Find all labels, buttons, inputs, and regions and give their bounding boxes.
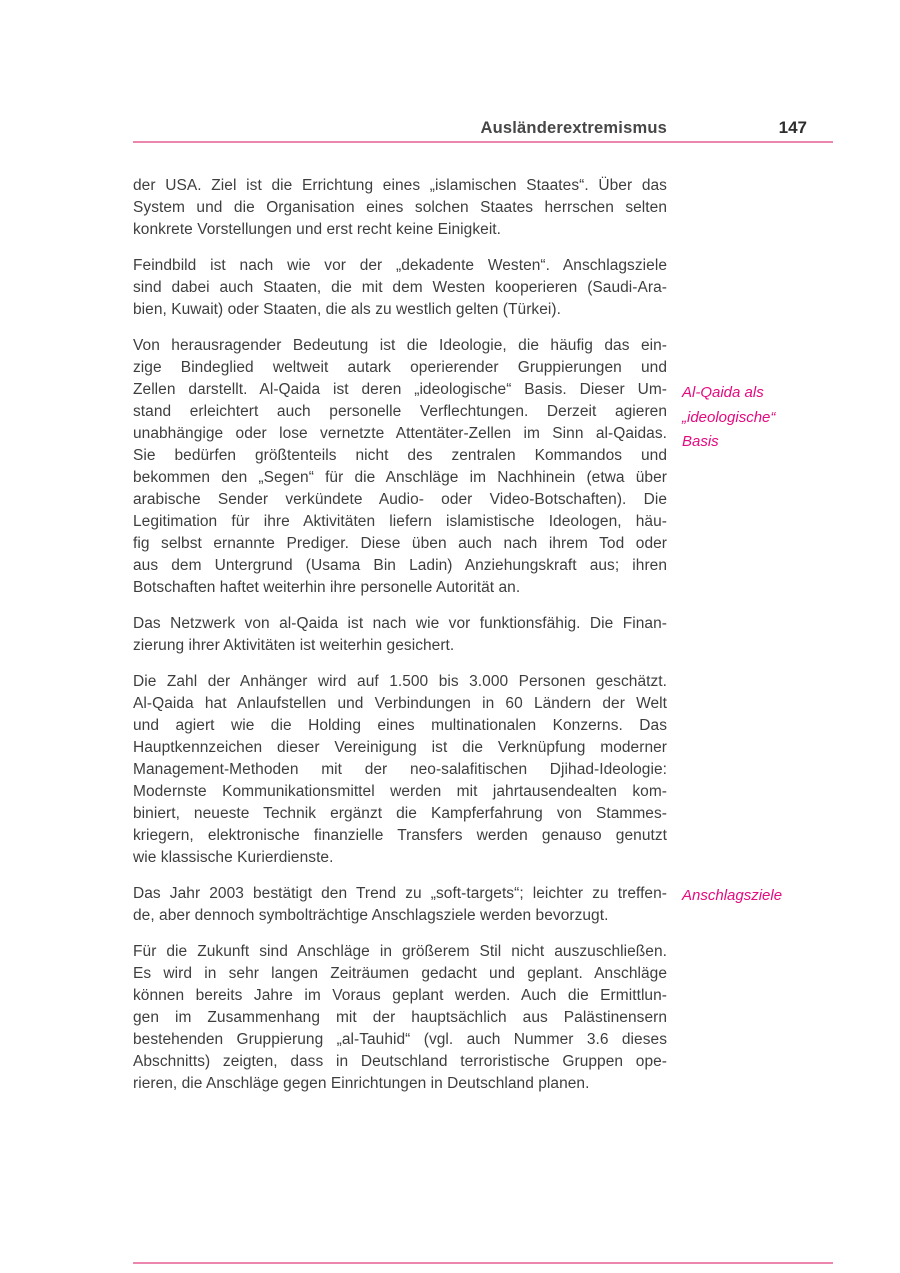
paragraph-1	[133, 175, 667, 241]
body-text-line: der USA. Ziel ist die Errichtung eines „islamischen Staates“. Über das	[133, 177, 667, 194]
margin-note-line: Anschlagsziele	[682, 887, 783, 904]
margin-note-2	[682, 884, 852, 909]
body-text-line: biniert, neueste Technik ergänzt die Kampferfahrung von Stammes-	[133, 805, 667, 822]
body-text-line: System und die Organisation eines solchen Staates herrschen selten	[133, 199, 667, 216]
body-text-line: sind dabei auch Staaten, die mit dem Westen kooperieren (Saudi-Ara-	[133, 279, 667, 296]
body-text-column	[133, 175, 667, 1109]
body-text-line: unabhängige oder lose vernetzte Attentäter-Zellen im Sinn al-Qaidas.	[133, 425, 667, 442]
body-text-line: rieren, die Anschläge gegen Einrichtungen in Deutschland planen.	[133, 1075, 590, 1092]
paragraph-4	[133, 613, 667, 657]
body-text-line: und agiert wie die Holding eines multinationalen Konzerns. Das	[133, 717, 667, 734]
body-text-line: kriegern, elektronische finanzielle Transfers werden genauso genutzt	[133, 827, 667, 844]
margin-note-1	[682, 381, 852, 455]
body-text-line: Abschnitts) zeigten, dass in Deutschland terroristische Gruppen ope-	[133, 1053, 667, 1070]
body-text-line: zierung ihrer Aktivitäten ist weiterhin gesichert.	[133, 637, 455, 654]
body-text-line: Management-Methoden mit der neo-salafitischen Djihad-Ideologie:	[133, 761, 667, 778]
body-text-line: Modernste Kommunikationsmittel werden mit jahrtausendealten kom-	[133, 783, 667, 800]
margin-note-line: Basis	[682, 433, 719, 450]
body-text-line: fig selbst ernannte Prediger. Diese üben auch nach ihrem Tod oder	[133, 535, 667, 552]
paragraph-7	[133, 941, 667, 1095]
header-rule	[133, 141, 833, 143]
body-text-line: Die Zahl der Anhänger wird auf 1.500 bis 3.000 Personen geschätzt.	[133, 673, 667, 690]
body-text-line: Das Netzwerk von al-Qaida ist nach wie vor funktionsfähig. Die Finan-	[133, 615, 667, 632]
body-text-line: können bereits Jahre im Voraus geplant werden. Auch die Ermittlun-	[133, 987, 667, 1004]
body-text-line: zige Bindeglied weltweit autark operierender Gruppierungen und	[133, 359, 667, 376]
footer-rule	[133, 1262, 833, 1264]
body-text-line: wie klassische Kurierdienste.	[133, 849, 334, 866]
body-text-line: Feindbild ist nach wie vor der „dekadente Westen“. Anschlagsziele	[133, 257, 667, 274]
paragraph-3	[133, 335, 667, 599]
paragraph-5	[133, 671, 667, 869]
body-text-line: Botschaften haftet weiterhin ihre personelle Autorität an.	[133, 579, 521, 596]
body-text-line: Legitimation für ihre Aktivitäten liefern islamistische Ideologen, häu-	[133, 513, 667, 530]
body-text-line: bestehenden Gruppierung „al-Tauhid“ (vgl. auch Nummer 3.6 dieses	[133, 1031, 667, 1048]
body-text-line: stand erleichtert auch personelle Verflechtungen. Derzeit agieren	[133, 403, 667, 420]
body-text-line: aus dem Untergrund (Usama Bin Ladin) Anziehungskraft aus; ihren	[133, 557, 667, 574]
paragraph-6	[133, 883, 667, 927]
body-text-line: Hauptkennzeichen dieser Vereinigung ist die Verknüpfung moderner	[133, 739, 667, 756]
margin-note-line: Al-Qaida als	[682, 384, 764, 401]
body-text-line: bien, Kuwait) oder Staaten, die als zu westlich gelten (Türkei).	[133, 301, 561, 318]
paragraph-2	[133, 255, 667, 321]
body-text-line: Al-Qaida hat Anlaufstellen und Verbindungen in 60 Ländern der Welt	[133, 695, 667, 712]
header-page-number: 147	[778, 118, 807, 137]
body-text-line: de, aber dennoch symbolträchtige Anschlagsziele werden bevorzugt.	[133, 907, 609, 924]
body-text-line: arabische Sender verkündete Audio- oder Video-Botschaften). Die	[133, 491, 667, 508]
body-text-line: Das Jahr 2003 bestätigt den Trend zu „soft-targets“; leichter zu treffen-	[133, 885, 667, 902]
body-text-line: Es wird in sehr langen Zeiträumen gedacht und geplant. Anschläge	[133, 965, 667, 982]
body-text-line: Zellen darstellt. Al-Qaida ist deren „ideologische“ Basis. Dieser Um-	[133, 381, 667, 398]
body-text-line: konkrete Vorstellungen und erst recht keine Einigkeit.	[133, 221, 502, 238]
margin-note-line: „ideologische“	[682, 408, 776, 426]
body-text-line: Von herausragender Bedeutung ist die Ideologie, die häufig das ein-	[133, 337, 667, 354]
header-section-title: Ausländerextremismus	[480, 119, 667, 137]
body-text-line: bekommen den „Segen“ für die Anschläge im Nachhinein (etwa über	[133, 469, 667, 486]
body-text-line: Sie bedürfen größtenteils nicht des zentralen Kommandos und	[133, 447, 667, 464]
body-text-line: Für die Zukunft sind Anschläge in größerem Stil nicht auszuschließen.	[133, 943, 667, 960]
body-text-line: gen im Zusammenhang mit der hauptsächlich aus Palästinensern	[133, 1009, 667, 1026]
